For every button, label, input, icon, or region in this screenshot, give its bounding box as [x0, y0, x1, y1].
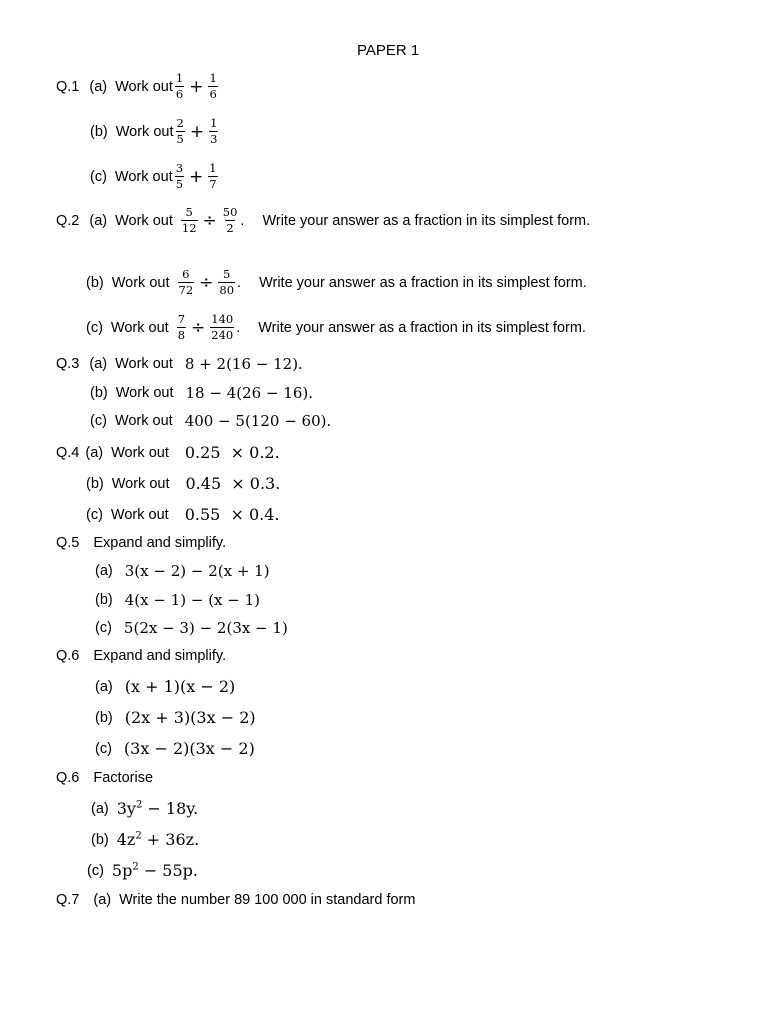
question-number: Q.6	[56, 770, 80, 786]
q5-c	[95, 619, 288, 637]
q6-b	[95, 708, 256, 727]
part-label: (a)	[93, 892, 112, 908]
q2-a: Q.2 (a) Work out $\frac{5}{12}$ ÷ $\frac{50}{2}$ . Write your answer as a fraction in its simplest form.	[56, 205, 591, 235]
operator: ÷	[202, 210, 217, 231]
question-number: Q.6	[56, 648, 80, 664]
q6-c	[95, 739, 255, 758]
q1-a	[56, 72, 220, 101]
q5-a	[95, 562, 270, 580]
part-label: (b)	[95, 709, 113, 726]
part-label: (c)	[87, 862, 104, 879]
question-text: Work out	[115, 78, 173, 95]
part-label: (c)	[90, 413, 107, 429]
fraction: $\frac{2}{5}$	[176, 116, 184, 146]
math-expression: 0.25 × 0.2.	[184, 443, 280, 462]
math-expression: 5(2x − 3) − 2(3x − 1)	[123, 619, 288, 637]
fraction: $\frac{6}{72}$	[178, 267, 194, 297]
fraction: $\frac{7}{8}$	[177, 312, 186, 342]
part-label: (b)	[86, 475, 104, 492]
question-text: Work out	[111, 475, 170, 492]
instruction-text: Write your answer as a fraction in its simplest form.	[259, 274, 587, 291]
part-label: (c)	[95, 740, 112, 757]
question-text: Work out	[111, 274, 170, 291]
math-expression: 8 + 2(16 − 12).	[184, 355, 303, 373]
math-expression: 4(x − 1) − (x − 1)	[124, 591, 261, 609]
part-label: (b)	[95, 592, 113, 608]
question-text: Work out	[115, 356, 173, 372]
question-text: Expand and simplify.	[93, 648, 227, 664]
q4-a	[56, 443, 280, 462]
page-title: PAPER 1	[357, 42, 420, 59]
question-text: Work out	[115, 123, 174, 140]
part-label: (a)	[91, 800, 109, 817]
math-expression: 400 − 5(120 − 60).	[184, 412, 332, 430]
part-label: (a)	[85, 444, 104, 461]
q6-a	[95, 677, 235, 696]
q4-c	[86, 505, 280, 524]
operator: ÷	[199, 272, 214, 293]
math-expression: $4z^2 + 36z$.	[116, 830, 200, 849]
q3-c	[90, 412, 331, 430]
operator: +	[189, 76, 204, 97]
question-number: Q.5	[56, 535, 80, 551]
question-text: Work out	[115, 385, 174, 401]
question-text: Work out	[115, 212, 173, 229]
question-number: Q.3	[56, 356, 80, 372]
operator: +	[189, 166, 204, 187]
fraction: $\frac{140}{240}$	[211, 312, 234, 342]
q2-c: (c) Work out $\frac{7}{8}$ ÷ $\frac{140}{240}$ . Write your answer as a fraction in its simplest form.	[86, 312, 586, 342]
fraction: $\frac{1}{6}$	[175, 71, 184, 101]
part-label: (a)	[89, 356, 108, 372]
part-label: (b)	[86, 274, 104, 291]
question-number: Q.2	[56, 212, 80, 229]
question-text: Factorise	[93, 770, 154, 786]
math-expression: 0.45 × 0.3.	[185, 474, 281, 493]
part-label: (c)	[86, 506, 103, 523]
question-text: Expand and simplify.	[93, 535, 227, 551]
math-expression: 0.55 × 0.4.	[184, 505, 280, 524]
operator: ÷	[191, 317, 206, 338]
question-text: Work out	[110, 506, 169, 523]
fraction: $\frac{50}{2}$	[222, 205, 238, 235]
part-label: (b)	[90, 385, 108, 401]
fraction: $\frac{1}{6}$	[209, 71, 217, 101]
math-expression: (x + 1)(x − 2)	[124, 677, 236, 696]
question-text: Work out	[111, 444, 169, 461]
q2-b: (b) Work out $\frac{6}{72}$ ÷ $\frac{5}{80}$ . Write your answer as a fraction in its simplest form.	[86, 267, 587, 297]
part-label: (c)	[95, 620, 112, 636]
part-label: (a)	[89, 78, 108, 95]
part-label: (b)	[91, 831, 109, 848]
q5-b	[95, 591, 260, 609]
operator: +	[189, 121, 205, 142]
part-label: (a)	[89, 212, 108, 229]
math-expression: 3(x − 2) − 2(x + 1)	[124, 562, 270, 580]
part-label: (c)	[90, 168, 107, 185]
math-expression: $5p^2 - 55p$.	[111, 861, 198, 880]
question-text: Work out	[110, 319, 169, 336]
q5-header	[56, 535, 226, 551]
math-expression: (2x + 3)(3x − 2)	[124, 708, 256, 727]
q6-header	[56, 648, 226, 664]
q4-b	[86, 474, 280, 493]
fraction: $\frac{5}{80}$	[219, 267, 235, 297]
instruction-text: Write your answer as a fraction in its simplest form.	[262, 212, 591, 229]
fraction: $\frac{1}{7}$	[209, 161, 217, 191]
q6b-c	[87, 861, 198, 880]
fraction: $\frac{3}{5}$	[175, 161, 184, 191]
q6b-header	[56, 770, 153, 786]
math-expression: 18 − 4(26 − 16).	[185, 384, 313, 402]
q6b-a	[91, 799, 198, 818]
q3-a	[56, 355, 303, 373]
question-text: Write the number 89 100 000 in standard form	[119, 892, 416, 908]
question-number: Q.1	[56, 78, 80, 95]
part-label: (b)	[90, 123, 108, 140]
fraction: $\frac{1}{3}$	[210, 116, 218, 146]
q6b-b	[91, 830, 199, 849]
instruction-text: Write your answer as a fraction in its simplest form.	[258, 319, 586, 336]
fraction: $\frac{5}{12}$	[181, 205, 197, 235]
q3-b	[90, 384, 313, 402]
question-text: Work out	[114, 168, 173, 185]
question-number: Q.4	[56, 444, 80, 461]
math-expression: (3x − 2)(3x − 2)	[123, 739, 255, 758]
question-number: Q.7	[56, 892, 80, 908]
part-label: (c)	[86, 319, 103, 336]
part-label: (a)	[95, 563, 113, 579]
question-text: Work out	[114, 413, 173, 429]
q1-c	[90, 162, 220, 191]
math-expression: $3y^2 - 18y$.	[116, 799, 199, 818]
part-label: (a)	[95, 678, 113, 695]
q1-b	[90, 117, 220, 146]
q7	[56, 892, 415, 908]
